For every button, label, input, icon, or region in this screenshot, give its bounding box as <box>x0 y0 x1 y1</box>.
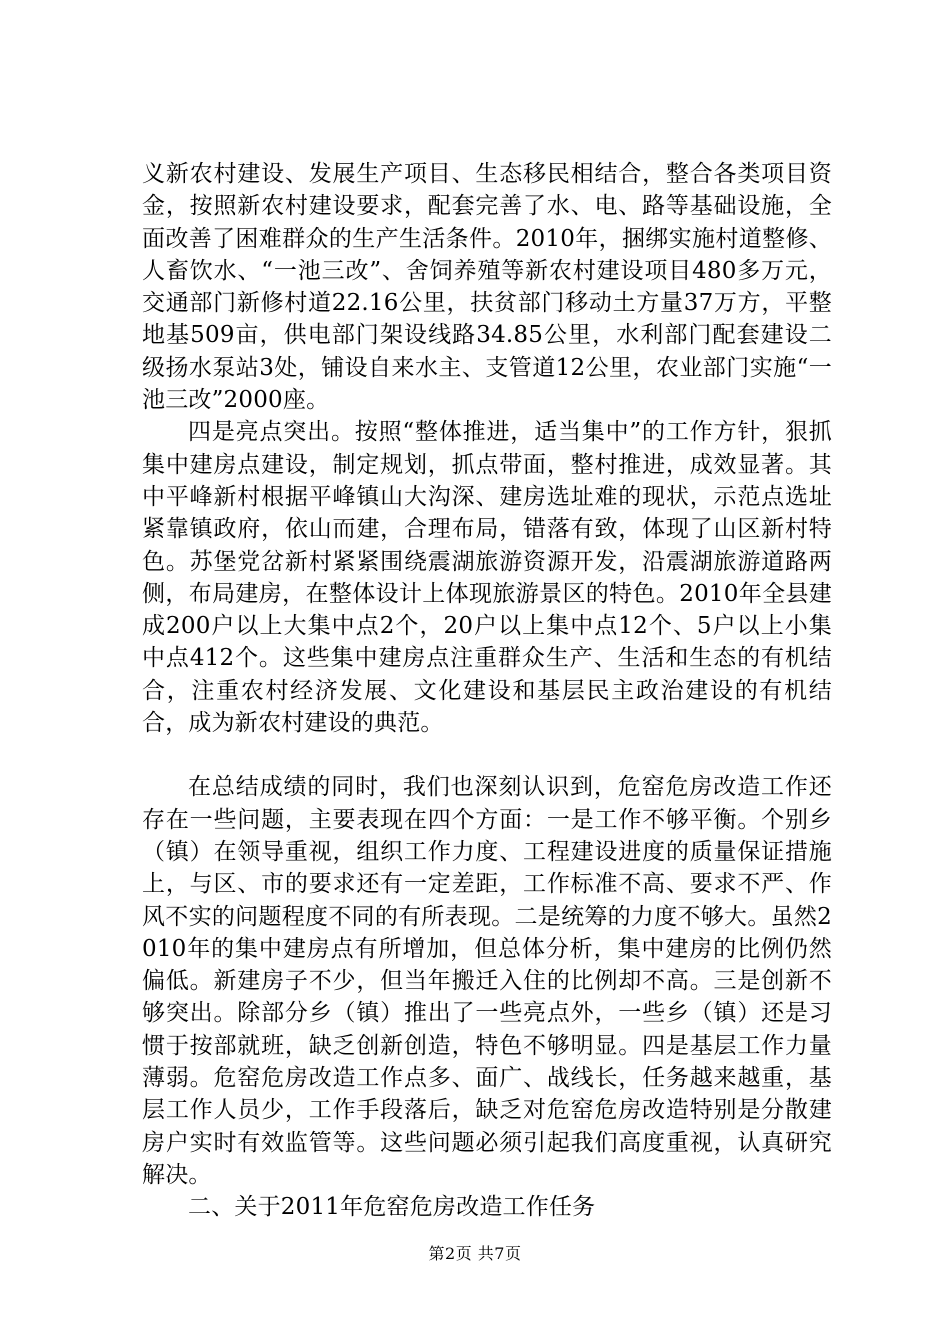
document-body <box>142 158 832 1224</box>
page-footer: 第2页 共7页 <box>428 1244 522 1263</box>
paragraph-highlights: 四是亮点突出。按照“整体推进，适当集中”的工作方针，狠抓集中建房点建设，制定规划，抓点带面，整村推进，成效显著。其中平峰新村根据平峰镇山大沟深、建房选址难的现状，示范点选址紧靠镇政府，依山而建，合理布局，错落有致，体现了山区新村特色。苏堡党岔新村紧紧围绕震湖旅游资源开发，沿震湖旅游道路两侧，布局建房，在整体设计上体现旅游景区的特色。2010年全县建成200户以上大集中点2个，20户以上集中点12个、5户以上小集中点412个。这些集中建房点注重群众生产、生活和生态的有机结合，注重农村经济发展、文化建设和基层民主政治建设的有机结合，成为新农村建设的典范。 <box>142 419 832 737</box>
paragraph-continuation: 义新农村建设、发展生产项目、生态移民相结合，整合各类项目资金，按照新农村建设要求，配套完善了水、电、路等基础设施，全面改善了困难群众的生产生活条件。2010年，捆绑实施村道整修、人畜饮水、“一池三改”、舍饲养殖等新农村建设项目480多万元，交通部门新修村道22.16公里，扶贫部门移动土方量37万方，平整地基509亩，供电部门架设线路34.85公里，水利部门配套建设二级扬水泵站3处，铺设自来水主、支管道12公里，农业部门实施“一池三改”2000座。 <box>142 161 832 414</box>
paragraph-problems: 在总结成绩的同时，我们也深刻认识到，危窑危房改造工作还存在一些问题，主要表现在四个方面：一是工作不够平衡。个别乡（镇）在领导重视，组织工作力度、工程建设进度的质量保证措施上，与区、市的要求还有一定差距，工作标准不高、要求不严、作风不实的问题程度不同的有所表现。二是统筹的力度不够大。虽然2010年的集中建房点有所增加，但总体分析，集中建房的比例仍然偏低。新建房子不少，但当年搬迁入住的比例却不高。三是创新不够突出。除部分乡（镇）推出了一些亮点外，一些乡（镇）还是习惯于按部就班，缺乏创新创造，特色不够明显。四是基层工作力量薄弱。危窑危房改造工作点多、面广、战线长，任务越来越重，基层工作人员少，工作手段落后，缺乏对危窑危房改造特别是分散建房户实时有效监管等。这些问题必须引起我们高度重视，认真研究解决。 <box>142 774 832 1188</box>
section-heading: 二、关于2011年危窑危房改造工作任务 <box>188 1194 596 1221</box>
